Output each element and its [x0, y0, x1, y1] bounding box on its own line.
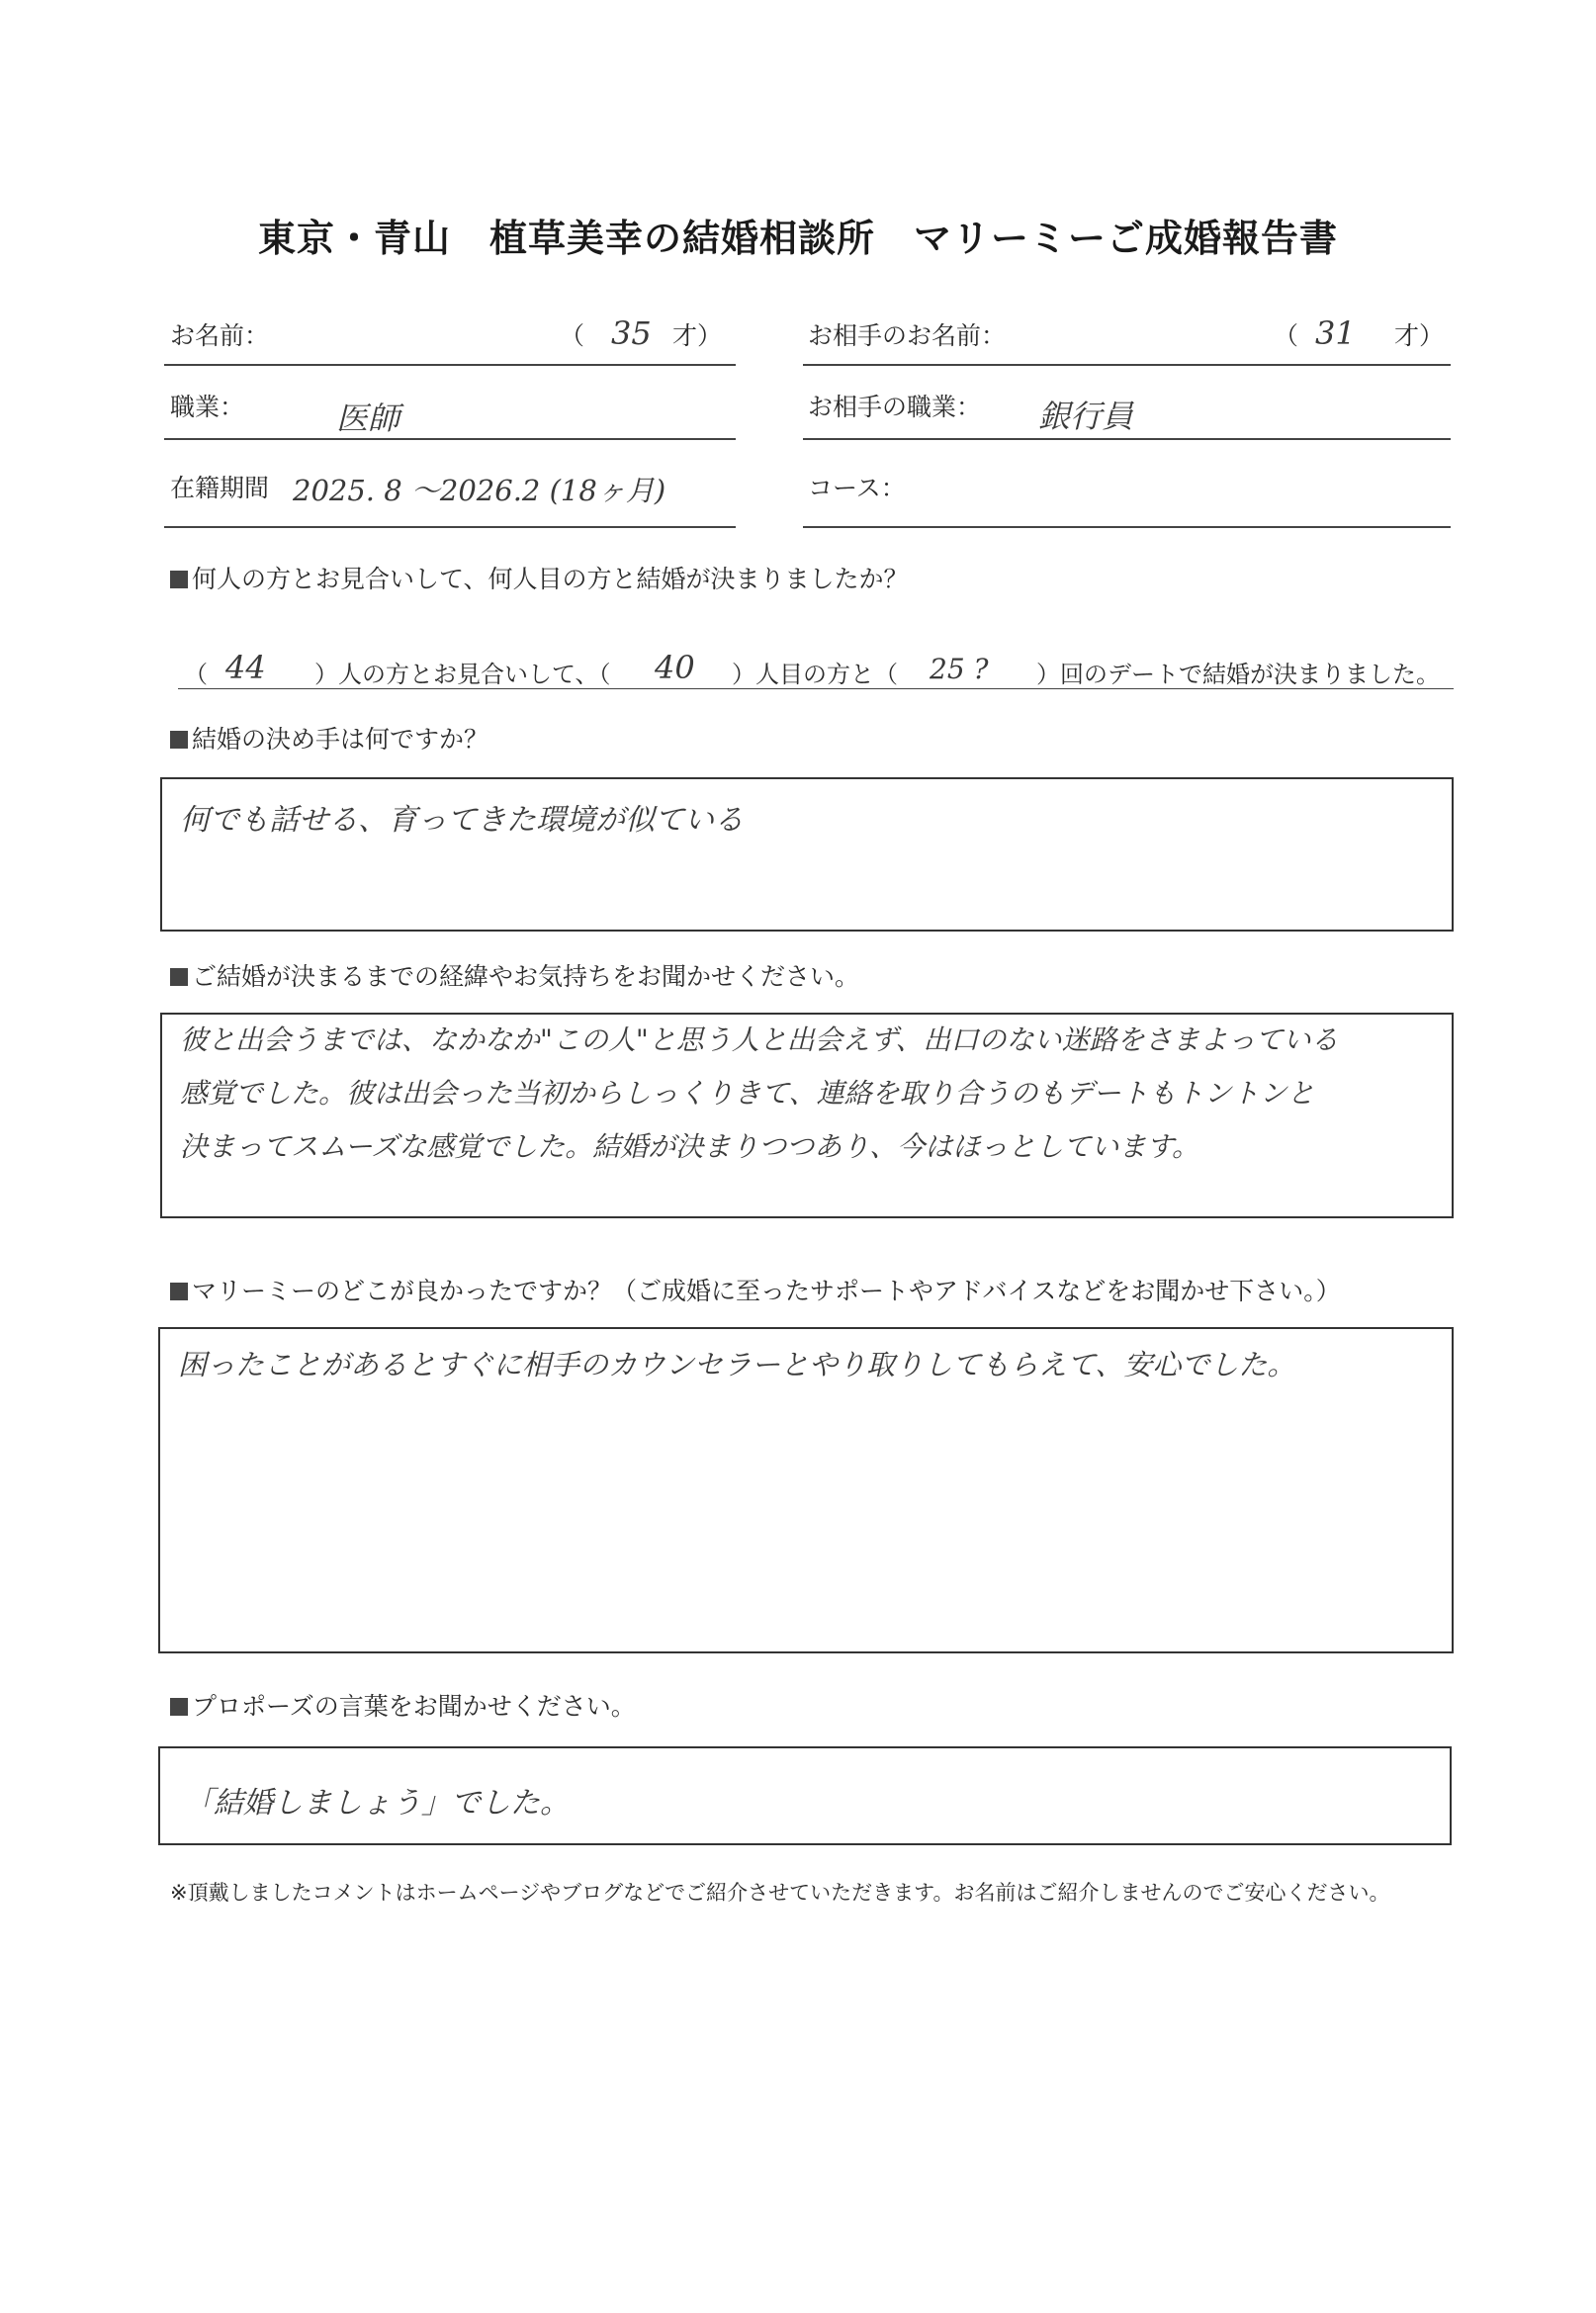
- q5-heading-text: プロポーズの言葉をお聞かせください。: [192, 1692, 636, 1721]
- q1-num-dates: 25 ?: [930, 653, 989, 685]
- bullet-square-icon: [170, 1698, 188, 1716]
- q3-heading-text: ご結婚が決まるまでの経緯やお気持ちをお聞かせください。: [192, 962, 860, 991]
- partner-name-underline: [803, 364, 1451, 366]
- q1-text2: ）人目の方と（: [732, 661, 898, 688]
- course-label: コース：: [808, 474, 906, 502]
- q2-answer: 何でも話せる、育ってきた環境が似ている: [180, 803, 744, 838]
- q3-answer-line: 彼と出会うまでは、なかなか"この人"と思う人と出会えず、出口のない迷路をさまよっている: [180, 1023, 1339, 1056]
- occupation-underline: [164, 438, 736, 440]
- bullet-square-icon: [170, 571, 188, 588]
- q1-underline: [178, 688, 1454, 689]
- bullet-square-icon: [170, 1283, 188, 1300]
- age-unit: 才）: [672, 321, 723, 350]
- q1-text3: ）回のデートで結婚が決まりました。: [1036, 661, 1440, 688]
- enrollment-underline: [164, 526, 736, 528]
- name-label: お名前：: [170, 321, 270, 350]
- partner-name-label: お相手のお名前：: [808, 321, 1007, 350]
- partner-occupation-value: 銀行員: [1038, 398, 1134, 435]
- course-underline: [803, 526, 1451, 528]
- q2-heading: [170, 720, 488, 756]
- name-underline: [164, 364, 736, 366]
- q2-heading-text: 結婚の決め手は何ですか？: [192, 725, 489, 754]
- q5-heading: [170, 1687, 636, 1723]
- q4-heading: [170, 1272, 1341, 1307]
- q1-heading: [170, 560, 909, 595]
- q3-answer-line: 決まってスムーズな感覚でした。結婚が決まりつつあり、今はほっとしています。: [180, 1130, 1199, 1163]
- occupation-label: 職業：: [170, 393, 245, 421]
- q4-answer: 困ったことがあるとすぐに相手のカウンセラーとやり取りしてもらえて、安心でした。: [178, 1348, 1296, 1381]
- footer-note: ※頂戴しましたコメントはホームページやブログなどでご紹介させていただきます。お名前はご紹介しませんのでご安心ください。: [170, 1881, 1390, 1905]
- q1-num-which: 40: [655, 649, 695, 686]
- partner-age-value: 31: [1315, 314, 1356, 352]
- q3-answer-line: 感覚でした。彼は出会った当初からしっくりきて、連絡を取り合うのもデートもトントンと: [180, 1077, 1315, 1110]
- q1-heading-text: 何人の方とお見合いして、何人目の方と結婚が決まりましたか？: [192, 565, 909, 593]
- q3-heading: [170, 957, 859, 993]
- enrollment-label: 在籍期間: [170, 474, 270, 502]
- q1-text1: ）人の方とお見合いして、（: [314, 661, 611, 688]
- partner-age-open: （: [1274, 321, 1299, 350]
- q5-answer: 「結婚しましょう」でした。: [184, 1786, 570, 1821]
- age-open: （: [560, 321, 585, 350]
- bullet-square-icon: [170, 731, 188, 749]
- enrollment-value: 2025. 8 〜2026.2 (18ヶ月): [293, 474, 666, 507]
- occupation-value: 医師: [336, 400, 400, 437]
- q1-open: （: [184, 661, 208, 688]
- partner-age-unit: 才）: [1394, 321, 1445, 350]
- q1-num-omiai: 44: [225, 649, 266, 686]
- bullet-square-icon: [170, 968, 188, 986]
- partner-occupation-underline: [803, 438, 1451, 440]
- report-title: 東京・青山 植草美幸の結婚相談所 マリーミーご成婚報告書: [257, 217, 1338, 260]
- q4-heading-text: マリーミーのどこが良かったですか？（ご成婚に至ったサポートやアドバイスなどをお聞かせ下さい。）: [192, 1277, 1341, 1305]
- age-value: 35: [611, 314, 652, 352]
- partner-occupation-label: お相手の職業：: [808, 393, 982, 421]
